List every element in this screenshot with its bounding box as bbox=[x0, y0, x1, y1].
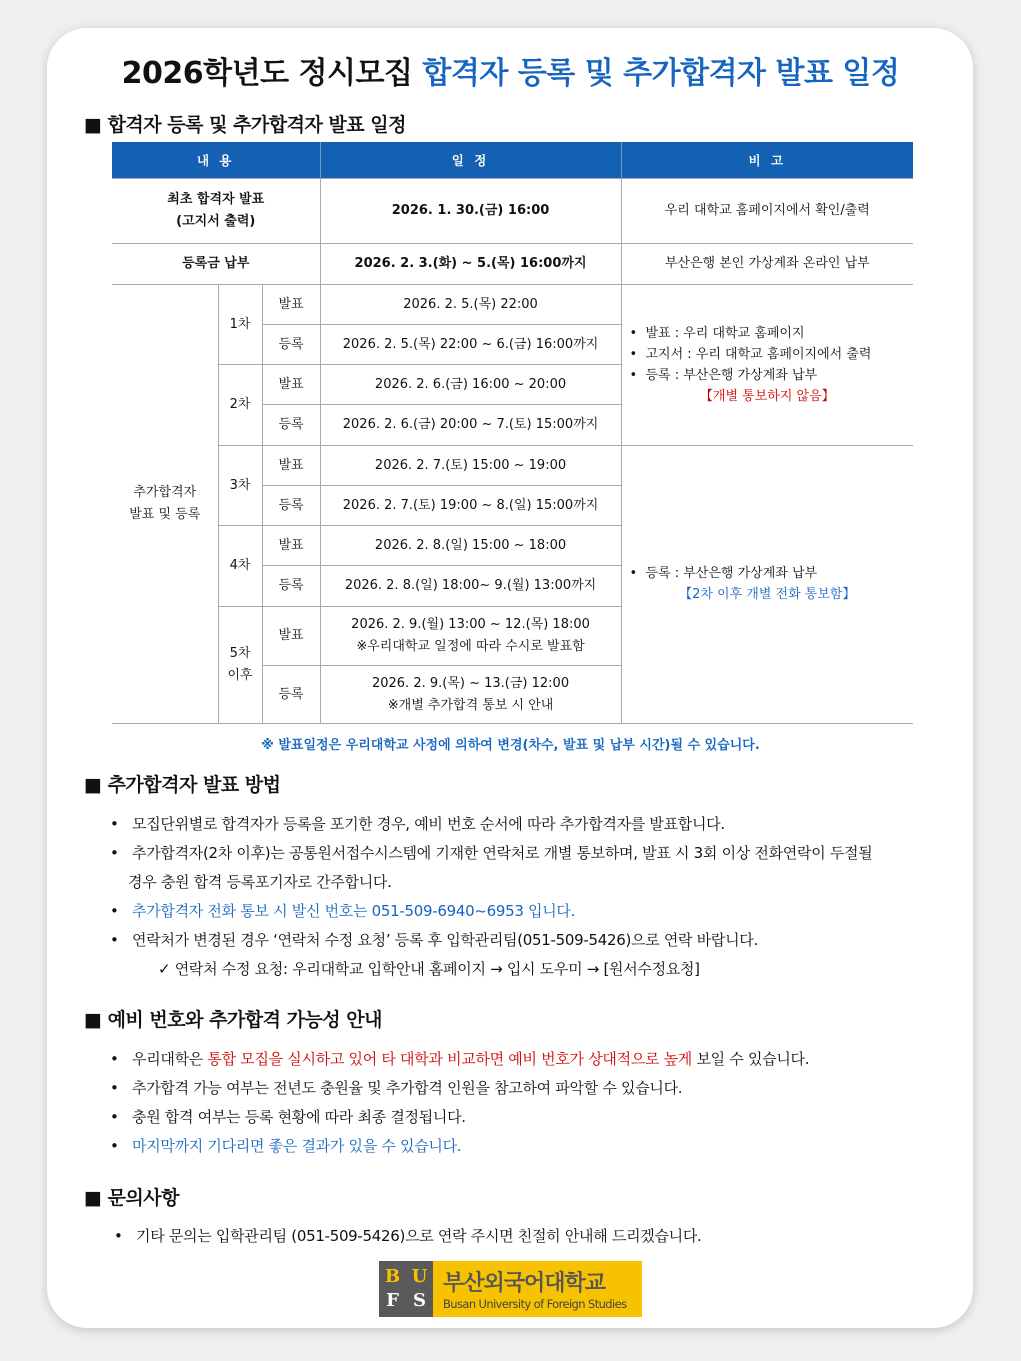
tuition-note: 부산은행 본인 가상계좌 온라인 납부 bbox=[621, 244, 913, 285]
table-row bbox=[112, 244, 913, 285]
announce-date: 2026. 2. 9.(월) 13:00 ~ 12.(목) 18:00 ※우리대학교 일정에 따라 수시로 발표함 bbox=[320, 607, 621, 666]
note-rounds-3-5 bbox=[621, 446, 913, 724]
register-label: 등록 bbox=[262, 566, 320, 607]
note-rounds-1-2 bbox=[621, 285, 913, 446]
list-item: • 등록 : 부산은행 가상계좌 납부 bbox=[629, 566, 818, 581]
table-header-row bbox=[112, 142, 913, 179]
list-item: • 등록 : 부산은행 가상계좌 납부 bbox=[629, 367, 818, 383]
section-heading-contact: ■ 문의사항 bbox=[84, 1187, 179, 1209]
register-date: 2026. 2. 5.(목) 22:00 ~ 6.(금) 16:00까지 bbox=[320, 325, 621, 365]
header-schedule: 일 정 bbox=[320, 142, 621, 179]
sub-item-contact-update: ✓ 연락처 수정 요청: 우리대학교 입학안내 홈페이지 → 입시 도우미 → [원서수정요청] bbox=[158, 960, 700, 978]
register-label: 등록 bbox=[262, 666, 320, 724]
title-highlight: 합격자 등록 및 추가합격자 발표 일정 bbox=[422, 56, 900, 91]
register-date: 2026. 2. 8.(일) 18:00~ 9.(월) 13:00까지 bbox=[320, 566, 621, 607]
round-label: 1차 bbox=[218, 285, 262, 365]
first-note: 우리 대학교 홈페이지에서 확인/출력 bbox=[621, 179, 913, 244]
table-row bbox=[112, 285, 913, 325]
register-label: 등록 bbox=[262, 486, 320, 526]
schedule-footnote: ※ 발표일정은 우리대학교 사정에 의하여 변경(차수, 발표 및 납부 시간)될 수 있습니다. bbox=[261, 738, 760, 753]
list-item-continued: 경우 충원 합격 등록포기자로 간주합니다. bbox=[128, 873, 392, 891]
list-item: • 모집단위별로 합격자가 등록을 포기한 경우, 예비 번호 순서에 따라 추가합격자를 발표합니다. bbox=[110, 815, 725, 833]
list-item: • 충원 합격 여부는 등록 현황에 따라 최종 결정됩니다. bbox=[110, 1108, 466, 1126]
register-date: 2026. 2. 9.(목) ~ 13.(금) 12:00 ※개별 추가합격 통보 시 안내 bbox=[320, 666, 621, 724]
announce-label: 발표 bbox=[262, 526, 320, 566]
header-remarks: 비 고 bbox=[621, 142, 913, 179]
list-item: • 추가합격자(2차 이후)는 공통원서접수시스템에 기재한 연락처로 개별 통보하며, 발표 시 3회 이상 전화연락이 두절될 bbox=[110, 844, 873, 862]
bufs-mark: B U F S bbox=[379, 1261, 433, 1317]
section-heading-method: ■ 추가합격자 발표 방법 bbox=[84, 774, 281, 796]
phone-notice-text: 【2차 이후 개별 전화 통보함】 bbox=[679, 587, 856, 602]
list-item: • 우리대학은 통합 모집을 실시하고 있어 타 대학과 비교하면 예비 번호가 상대적으로 높게 보일 수 있습니다. bbox=[110, 1050, 810, 1068]
title-main: 2026학년도 정시모집 bbox=[121, 56, 413, 91]
university-logo bbox=[379, 1261, 642, 1317]
tuition-date: 2026. 2. 3.(화) ~ 5.(목) 16:00까지 bbox=[320, 244, 621, 285]
announce-date: 2026. 2. 7.(토) 15:00 ~ 19:00 bbox=[320, 446, 621, 486]
list-item: • 기타 문의는 입학관리팀 (051-509-5426)으로 연락 주시면 친절히 안내해 드리겠습니다. bbox=[114, 1227, 702, 1245]
announce-label: 발표 bbox=[262, 607, 320, 666]
announce-date: 2026. 2. 8.(일) 15:00 ~ 18:00 bbox=[320, 526, 621, 566]
register-date: 2026. 2. 7.(토) 19:00 ~ 8.(일) 15:00까지 bbox=[320, 486, 621, 526]
section-heading-waitlist: ■ 예비 번호와 추가합격 가능성 안내 bbox=[84, 1009, 382, 1031]
list-item: • 추가합격 가능 여부는 전년도 충원율 및 추가합격 인원을 참고하여 파악할 수 있습니다. bbox=[110, 1079, 683, 1097]
register-label: 등록 bbox=[262, 405, 320, 446]
round-label: 4차 bbox=[218, 526, 262, 607]
page-title bbox=[0, 48, 1021, 92]
table-row bbox=[112, 446, 913, 486]
announce-label: 발표 bbox=[262, 446, 320, 486]
list-item: • 마지막까지 기다리면 좋은 결과가 있을 수 있습니다. bbox=[110, 1137, 462, 1155]
announce-date: 2026. 2. 5.(목) 22:00 bbox=[320, 285, 621, 325]
section-heading-schedule: ■ 합격자 등록 및 추가합격자 발표 일정 bbox=[84, 114, 406, 136]
round-label: 2차 bbox=[218, 365, 262, 446]
announce-label: 발표 bbox=[262, 285, 320, 325]
first-date: 2026. 1. 30.(금) 16:00 bbox=[320, 179, 621, 244]
register-date: 2026. 2. 6.(금) 20:00 ~ 7.(토) 15:00까지 bbox=[320, 405, 621, 446]
list-item: • 추가합격자 전화 통보 시 발신 번호는 051-509-6940~6953 입니다. bbox=[110, 902, 576, 920]
first-label: 최초 합격자 발표 (고지서 출력) bbox=[112, 179, 320, 244]
announce-date: 2026. 2. 6.(금) 16:00 ~ 20:00 bbox=[320, 365, 621, 405]
logo-korean-name: 부산외국어대학교 bbox=[443, 1271, 606, 1296]
register-label: 등록 bbox=[262, 325, 320, 365]
round-label: 3차 bbox=[218, 446, 262, 526]
no-notice-text: 【개별 통보하지 않음】 bbox=[699, 388, 835, 404]
extra-label: 추가합격자 발표 및 등록 bbox=[112, 285, 218, 724]
list-item: • 고지서 : 우리 대학교 홈페이지에서 출력 bbox=[629, 346, 872, 362]
table-row bbox=[112, 179, 913, 244]
list-item: • 연락처가 변경된 경우 ‘연락처 수정 요청’ 등록 후 입학관리팀(051-509-5426)으로 연락 바랍니다. bbox=[110, 931, 758, 949]
round-label: 5차 이후 bbox=[218, 607, 262, 724]
tuition-label: 등록금 납부 bbox=[112, 244, 320, 285]
logo-english-name: Busan University of Foreign Studies bbox=[443, 1297, 627, 1311]
list-item: • 발표 : 우리 대학교 홈페이지 bbox=[629, 325, 805, 341]
announce-label: 발표 bbox=[262, 365, 320, 405]
schedule-table bbox=[112, 142, 913, 724]
header-content: 내 용 bbox=[112, 142, 320, 179]
